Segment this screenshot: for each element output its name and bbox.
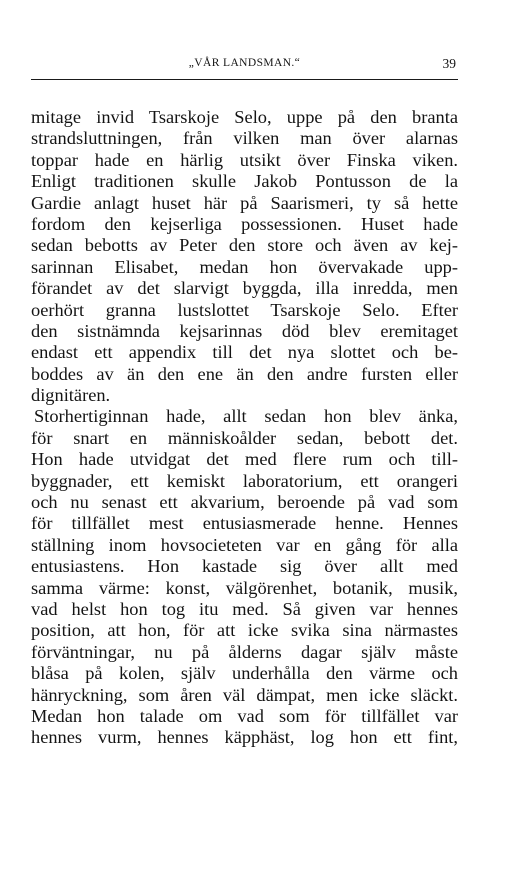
text-line: hennes vurm, hennes käpphäst, log hon ett fint, [31,727,458,748]
text-line: samma värme: konst, välgörenhet, botanik, musik, [31,577,458,598]
running-head-title: „VÅR LANDSMAN.“ [188,57,301,69]
text-line: blåsa på kolen, själv underhålla den värme och [31,663,458,684]
text-line: Storhertiginnan hade, allt sedan hon blev änka, [34,406,458,427]
text-line: förväntningar, nu på ålderns dagar själv måste [31,641,458,662]
page-number: 39 [442,56,456,71]
body-text [31,107,458,749]
text-line: sarinnan Elisabet, medan hon övervakade upp- [31,256,458,277]
text-line: oerhört granna lustslottet Tsarskoje Selo. Efter [31,299,458,320]
text-line: byggnader, ett kemiskt laboratorium, ett orangeri [31,470,458,491]
text-line: toppar hade en härlig utsikt över Finska viken. [31,149,458,170]
text-line: position, att hon, för att icke svika sina närmastes [31,620,458,641]
text-line: endast ett appendix till det nya slottet och be- [31,342,458,363]
text-line: Gardie anlagt huset här på Saarismeri, ty så hette [31,192,458,213]
text-line: strandsluttningen, från vilken man över alarnas [31,128,458,149]
text-line: mitage invid Tsarskoje Selo, uppe på den branta [31,107,458,127]
text-line: Enligt traditionen skulle Jakob Pontusson de la [31,171,458,192]
text-line: sedan bebotts av Peter den store och även av kej- [31,235,458,256]
text-line: hänryckning, som åren väl dämpat, men icke släckt. [31,684,458,705]
text-line: ställning inom hovsocieteten var en gång för alla [31,534,458,555]
text-line: fordom den kejserliga possessionen. Huset hade [31,213,458,234]
text-line: boddes av än den ene än den andre fursten eller [31,363,458,384]
text-line: för tillfället mest entusiasmerade henne. Hennes [31,513,458,534]
text-line: Hon hade utvidgat det med flere rum och till- [31,449,458,470]
text-line: Medan hon talade om vad som för tillfället var [31,705,458,726]
text-line: entusiastens. Hon kastade sig över allt med [31,556,458,577]
text-line: och nu senast ett akvarium, beroende på vad som [31,492,458,513]
running-head [31,57,458,79]
header-rule [31,79,458,80]
text-line: den sistnämnda kejsarinnas död blev eremitaget [31,320,458,341]
text-line: dignitären. [31,385,111,406]
text-line: vad helst hon tog itu med. Så given var hennes [31,598,458,619]
text-line: för snart en människoålder sedan, bebott det. [31,427,458,448]
text-line: förandet av det slarvigt byggda, illa inredda, men [31,278,458,299]
